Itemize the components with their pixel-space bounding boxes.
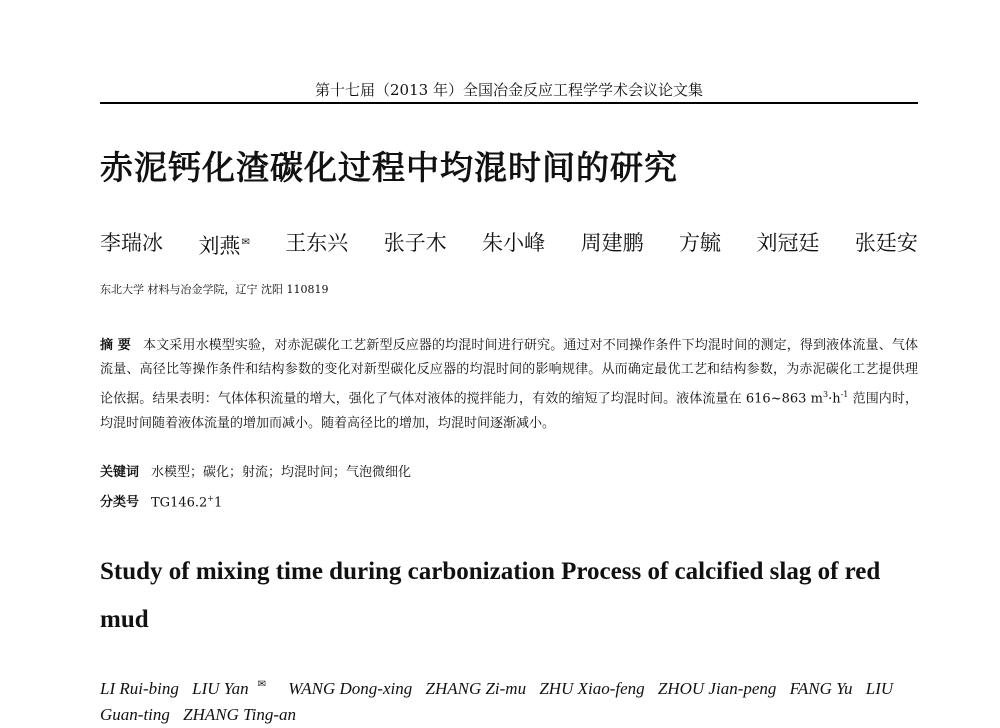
author-cn-corresponding	[198, 229, 249, 260]
classification-code-tail: 1	[214, 495, 223, 511]
author-cn: 方毓	[679, 231, 722, 255]
author-en: FANG Yu	[789, 678, 853, 698]
author-en: LIU Guan-ting	[100, 678, 894, 724]
classification-code: TG146.2	[151, 495, 208, 511]
keywords-label: 关键词	[100, 465, 140, 480]
author-cn: 张子木	[383, 231, 447, 255]
unit-superscript: -1	[840, 389, 849, 399]
envelope-icon: ✉	[257, 679, 267, 690]
classification-superscript: +	[207, 494, 214, 503]
author-cn: 张廷安	[854, 231, 918, 255]
abstract-label: 摘 要	[100, 338, 131, 353]
classification-row	[100, 487, 918, 515]
abstract-unit: ·h	[828, 391, 841, 407]
keywords-row	[100, 461, 918, 485]
author-en: ZHU Xiao-feng	[539, 678, 645, 698]
classification-label: 分类号	[100, 495, 140, 511]
author-cn: 刘冠廷	[756, 231, 820, 255]
author-cn: 李瑞冰	[100, 231, 163, 255]
abstract-text-2: 范围内时，均混时间随着液体流量的增加而减小。随着高径比的增加，均混时间逐渐减小。	[100, 391, 918, 431]
author-list-en	[100, 672, 918, 728]
author-en: ZHOU Jian-peng	[657, 678, 777, 698]
abstract-text-1: 本文采用水模型实验，对赤泥碳化工艺新型反应器的均混时间进行研究。通过对不同操作条件下均混时间的测定，得到液体流量、气体流量、高径比等操作条件和结构参数的变化对新型碳化反应器的均混时间的影响规律。从而确定最优工艺和结构参数，为赤泥碳化工艺提供理论依据。结果表明：气体体积流量的增大，强化了气体对液体的搅拌能力，有效的缩短了均混时间。液体流量在 616~863 m	[100, 338, 918, 407]
abstract-cn	[100, 334, 918, 436]
author-en: LI Rui-bing	[100, 678, 179, 698]
author-en: WANG Dong-xing	[288, 678, 413, 698]
envelope-icon: ✉	[241, 237, 250, 248]
author-cn: 朱小峰	[482, 231, 546, 255]
paper-title-en: Study of mixing time during carbonization Process of calcified slag of red mud	[100, 558, 881, 633]
author-list-cn	[100, 229, 918, 260]
author-en: ZHANG Ting-an	[183, 704, 297, 724]
keywords-text: 水模型；碳化；射流；均混时间；气泡微细化	[151, 465, 412, 480]
author-en-name: LIU Yan	[192, 678, 249, 698]
author-cn-name: 刘燕	[198, 234, 241, 258]
author-cn: 王东兴	[285, 231, 349, 255]
author-en: ZHANG Zi-mu	[425, 678, 527, 698]
running-header: 第十七届（2013 年）全国冶金反应工程学学术会议论文集	[315, 81, 703, 99]
author-en-corresponding	[192, 679, 275, 698]
affiliation-cn: 东北大学 材料与冶金学院，辽宁 沈阳 110819	[100, 283, 329, 296]
unit-superscript: 3	[822, 389, 829, 399]
header-rule	[100, 102, 918, 104]
paper-title-cn: 赤泥钙化渣碳化过程中均混时间的研究	[100, 148, 678, 187]
author-cn: 周建鹏	[580, 231, 644, 255]
